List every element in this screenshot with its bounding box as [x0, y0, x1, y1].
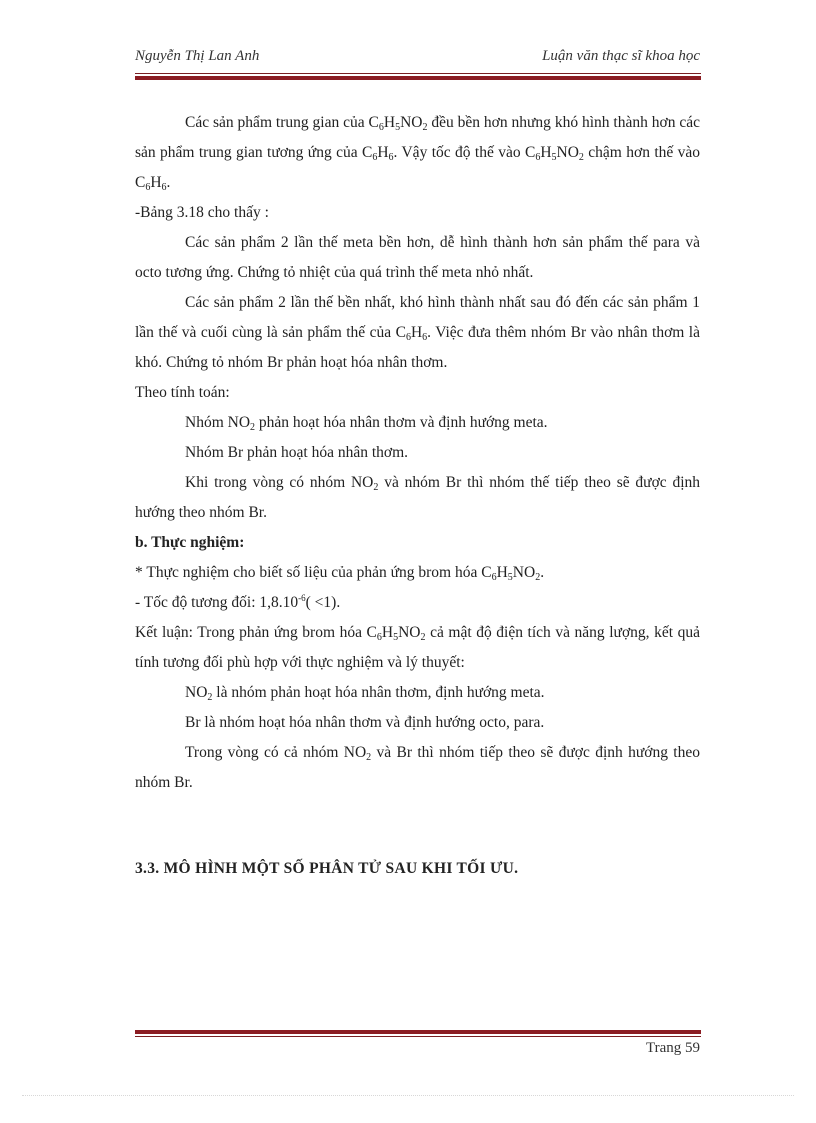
- header-rule-thin: [135, 73, 701, 74]
- paragraph-final: Trong vòng có cả nhóm $NO_2$ và Br thì nhóm tiếp theo sẽ được định hướng theo nhóm Br.: [135, 744, 700, 791]
- header-author: Nguyễn Thị Lan Anh: [135, 48, 260, 64]
- footer-rule-thick: [135, 1030, 701, 1034]
- paragraph-double-sub: Các sản phẩm 2 lần thế bền nhất, khó hình thành nhất sau đó đến các sản phẩm 1 lần thế và cuối cùng là sản phẩm thế của $C_6H_6$. Việc đưa thêm nhóm Br vào nhân thơm là khó. Chứng tỏ nhóm Br phản hoạt hóa nhân thơm.: [135, 294, 700, 371]
- header-title: Luận văn thạc sĩ khoa học: [542, 48, 700, 64]
- paragraph-both-groups: Khi trong vòng có nhóm $NO_2$ và nhóm Br thì nhóm thế tiếp theo sẽ được định hướng theo nhóm Br.: [135, 474, 701, 521]
- header-rule-thick: [135, 76, 701, 80]
- paragraph-rate: - Tốc độ tương đối: $1,8.10^{-6}( <1)$.: [135, 593, 341, 611]
- paragraph-br-group: Nhóm Br phản hoạt hóa nhân thơm.: [185, 444, 409, 461]
- footer-rule-thin: [135, 1036, 701, 1037]
- paragraph-meta: Các sản phẩm 2 lần thế meta bền hơn, dễ hình thành hơn sản phẩm thế para và octo tương ứng. Chứng tỏ nhiệt của quá trình thế meta nhỏ nhất.: [135, 234, 700, 281]
- page-number: Trang 59: [645, 1040, 700, 1056]
- paragraph-intermediates: Các sản phẩm trung gian của $C_6H_5NO_2$ đều bền hơn nhưng khó hình thành hơn các sản phẩm trung gian tương ứng của $C_6H_6$. Vậy tốc độ thế vào $C_6H_5NO_2$ chậm hơn thế vào $C_6H_6$.: [135, 114, 701, 193]
- paragraph-br-activating: Br là nhóm hoạt hóa nhân thơm và định hướng octo, para.: [185, 714, 545, 731]
- section-heading: 3.3. MÔ HÌNH MỘT SỐ PHÂN TỬ SAU KHI TỐI ƯU.: [135, 860, 519, 877]
- paragraph-experiment-data: * Thực nghiệm cho biết số liệu của phản ứng brom hóa $C_6H_5NO_2$.: [135, 564, 545, 583]
- paragraph-no2-deactivating: $NO_2$ là nhóm phản hoạt hóa nhân thơm, định hướng meta.: [185, 684, 545, 703]
- paragraph-no2-group: Nhóm $NO_2$ phản hoạt hóa nhân thơm và định hướng meta.: [185, 414, 548, 433]
- page-header: [135, 48, 700, 72]
- paragraph-table-ref: -Bảng 3.18 cho thấy :: [135, 204, 269, 221]
- paragraph-calc: Theo tính toán:: [135, 384, 230, 401]
- page-body: [135, 108, 700, 798]
- paragraph-conclusion: Kết luận: Trong phản ứng brom hóa $C_6H_5NO_2$ cả mật độ điện tích và năng lượng, kết quả tính tương đối phù hợp với thực nghiệm và lý thuyết:: [135, 624, 700, 671]
- page-edge-divider: [22, 1095, 794, 1096]
- subheading-experiment: b. Thực nghiệm:: [135, 534, 245, 551]
